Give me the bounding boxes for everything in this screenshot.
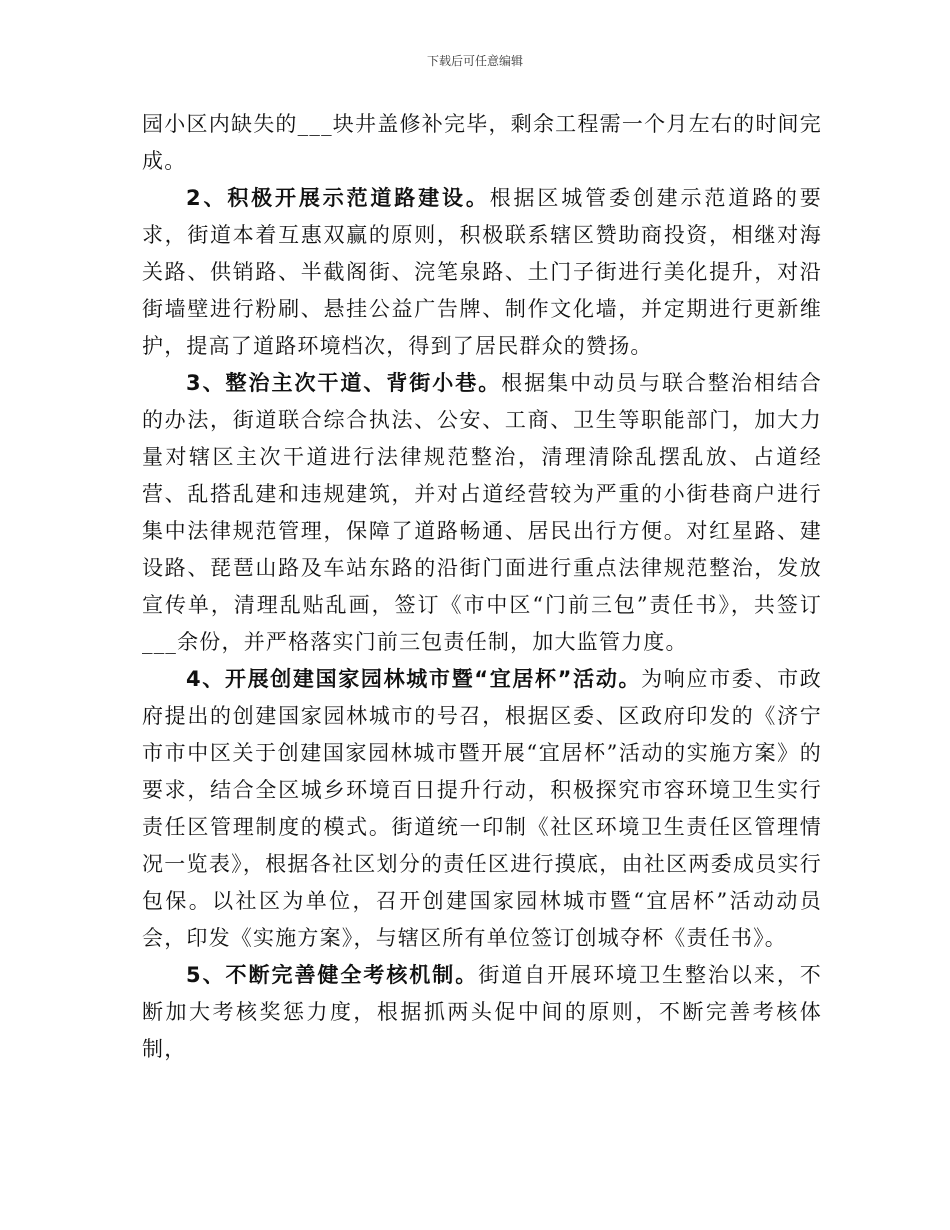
paragraph-heading: 4、开展创建国家园林城市暨“宜居杯”活动。 [186,667,642,691]
page-header: 下载后可任意编辑 [426,54,523,68]
paragraph-heading: 3、整治主次干道、背街小巷。 [186,371,502,395]
paragraph-continuation [142,106,822,180]
paragraph-text: 根据区城管委创建示范道路的要求，街道本着互惠双赢的原则，积极联系辖区赞助商投资，相继对海关路、供销路、半截阁街、浣笔泉路、土门子街进行美化提升，对沿街墙壁进行粉刷、悬挂公益广告牌、制作文化墙，并定期进行更新维护，提高了道路环境档次，得到了居民群众的赞扬。 [142,186,822,358]
document-body [142,106,822,1068]
paragraph-heading: 2、积极开展示范道路建设。 [186,186,490,210]
paragraph-assessment [142,957,822,1068]
paragraph-text: 园小区内缺失的___块井盖修补完毕，剩余工程需一个月左右的时间完成。 [142,112,822,173]
paragraph-demonstration-road [142,180,822,365]
paragraph-text: 街道自开展环境卫生整治以来，不断加大考核奖惩力度，根据抓两头促中间的原则，不断完善考核体制， [142,963,822,1061]
paragraph-garden-city [142,661,822,957]
paragraph-main-roads [142,365,822,661]
paragraph-heading: 5、不断完善健全考核机制。 [186,963,479,987]
paragraph-text: 根据集中动员与联合整治相结合的办法，街道联合综合执法、公安、工商、卫生等职能部门，加大力量对辖区主次干道进行法律规范整治，清理清除乱摆乱放、占道经营、乱搭乱建和违规建筑，并对占道经营较为严重的小街巷商户进行集中法律规范管理，保障了道路畅通、居民出行方便。对红星路、建设路、琵琶山路及车站东路的沿街门面进行重点法律规范整治，发放宣传单，清理乱贴乱画，签订《市中区“门前三包”责任书》，共签订___余份，并严格落实门前三包责任制，加大监管力度。 [142,371,822,654]
paragraph-text: 为响应市委、市政府提出的创建国家园林城市的号召，根据区委、区政府印发的《济宁市市中区关于创建国家园林城市暨开展“宜居杯”活动的实施方案》的要求，结合全区城乡环境百日提升行动，积极探究市容环境卫生实行责任区管理制度的模式。街道统一印制《社区环境卫生责任区管理情况一览表》，根据各社区划分的责任区进行摸底，由社区两委成员实行包保。以社区为单位，召开创建国家园林城市暨“宜居杯”活动动员会，印发《实施方案》，与辖区所有单位签订创城夺杯《责任书》。 [142,667,822,950]
